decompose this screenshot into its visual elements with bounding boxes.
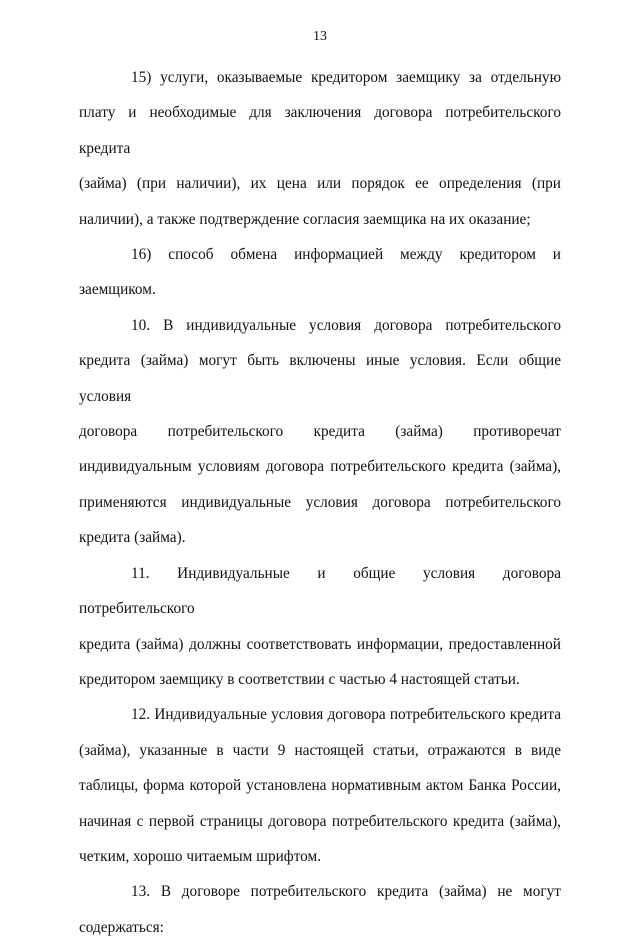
text-line: индивидуальным условиям договора потребительского кредита (займа), <box>79 458 561 476</box>
text-line: 15) услуги, оказываемые кредитором заемщику за отдельную <box>131 69 561 86</box>
text-line: таблицы, форма которой установлена нормативным актом Банка России, <box>79 777 561 795</box>
paragraph-item-16 <box>79 237 561 308</box>
paragraph-part-11 <box>79 556 561 698</box>
text-line: кредитором заемщику в соответствии с частью 4 настоящей статьи. <box>79 670 520 688</box>
text-line: наличии), а также подтверждение согласия заемщика на их оказание; <box>79 210 531 228</box>
paragraph-item-15 <box>79 60 561 237</box>
text-line: (займа), указанные в части 9 настоящей статьи, отражаются в виде <box>79 741 561 759</box>
text-line: начиная с первой страницы договора потребительского кредита (займа), <box>79 812 561 830</box>
paragraph-part-12 <box>79 697 561 874</box>
text-line: 16) способ обмена информацией между кредитором и заемщиком. <box>79 246 561 299</box>
text-line: 13. В договоре потребительского кредита (займа) не могут <box>131 883 561 901</box>
text-line: кредита (займа) должны соответствовать информации, предоставленной <box>79 635 561 653</box>
text-line: кредита (займа) могут быть включены иные условия. Если общие условия <box>79 352 561 405</box>
document-body <box>79 60 561 945</box>
text-line: 10. В индивидуальные условия договора потребительского <box>131 316 561 334</box>
text-line: кредита (займа). <box>79 529 186 547</box>
text-line: договора потребительского кредита (займа) противоречат <box>79 423 561 441</box>
page-number: 13 <box>313 29 327 44</box>
text-line: содержаться: <box>79 918 164 936</box>
paragraph-part-10 <box>79 308 561 556</box>
text-line: 11. Индивидуальные и общие условия договора потребительского <box>79 564 561 618</box>
text-line: плату и необходимые для заключения договора потребительского кредита <box>79 104 561 157</box>
text-line: (займа) (при наличии), их цена или порядок ее определения (при <box>79 175 561 193</box>
text-line: применяются индивидуальные условия договора потребительского <box>79 493 561 511</box>
paragraph-part-13 <box>79 874 561 945</box>
text-line: 12. Индивидуальные условия договора потребительского кредита <box>131 706 561 724</box>
text-line: четким, хорошо читаемым шрифтом. <box>79 847 322 865</box>
